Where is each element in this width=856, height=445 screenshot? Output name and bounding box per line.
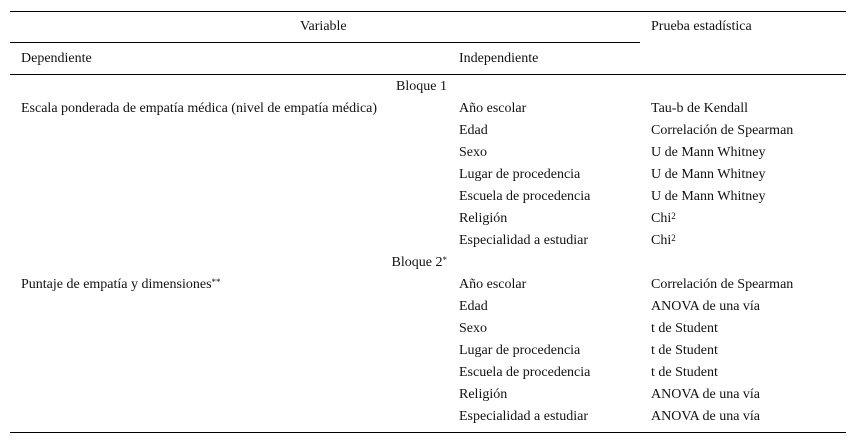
statistical-test-text: U de Mann Whitney [651,145,766,160]
header-bottom-rule [10,74,846,75]
statistical-test-text: ANOVA de una vía [651,409,761,424]
dependent-variable-sup: ** [211,277,221,287]
variable-underline [10,42,640,43]
statistical-test [651,211,676,227]
independent-variable: Religión [459,387,508,402]
statistical-test-text: U de Mann Whitney [651,167,766,182]
block1-title-text: Bloque 1 [396,79,447,94]
dependent-variable-text: Puntaje de empatía y dimensiones [21,277,212,292]
statistical-test [651,123,793,139]
independent-variable: Especialidad a estudiar [459,409,589,424]
statistical-test [651,167,765,183]
table-row [0,274,856,296]
independent-variable: Especialidad a estudiar [459,233,589,248]
statistical-test-sup: 2 [671,233,676,243]
top-rule [10,11,846,12]
table-row [0,186,856,208]
statistical-test [651,409,760,425]
header-prueba: Prueba estadística [651,19,752,34]
table-row [0,98,856,120]
statistical-test-text: Chi [651,211,672,226]
table-row [0,164,856,186]
statistical-test-text: Correlación de Spearman [651,277,794,292]
dependent-variable [21,101,377,117]
statistical-test [651,189,765,205]
table-row [0,230,856,252]
independent-variable: Escuela de procedencia [459,365,591,380]
independent-variable: Año escolar [459,277,527,292]
statistical-test-text: Correlación de Spearman [651,123,794,138]
statistical-test-text: ANOVA de una vía [651,387,761,402]
statistical-test-text: t de Student [651,343,718,358]
independent-variable: Edad [459,123,488,138]
independent-variable: Año escolar [459,101,527,116]
statistical-test-text: ANOVA de una vía [651,299,761,314]
statistical-test [651,145,765,161]
statistical-test [651,299,760,315]
table-row [0,208,856,230]
table-row [0,296,856,318]
statistical-test-text: t de Student [651,365,718,380]
statistical-test [651,277,793,293]
table-row [0,362,856,384]
statistical-test [651,233,676,249]
dependent-variable-text: Escala ponderada de empatía médica (nivel de empatía médica) [21,101,378,116]
independent-variable: Religión [459,211,508,226]
statistical-test-text: U de Mann Whitney [651,189,766,204]
independent-variable: Lugar de procedencia [459,343,581,358]
block2-title-text: Bloque 2 [391,255,443,270]
statistical-test [651,101,748,117]
header-variable: Variable [300,19,347,34]
dependent-variable [21,277,221,293]
block2-title-sup: * [442,255,447,265]
table-row [0,340,856,362]
independent-variable: Lugar de procedencia [459,167,581,182]
header-dependiente: Dependiente [21,51,92,66]
statistical-test-sup: 2 [671,211,676,221]
statistical-test-text: Tau-b de Kendall [651,101,748,116]
statistical-test [651,387,760,403]
header-independiente: Independiente [459,51,539,66]
table-row [0,120,856,142]
statistical-test [651,343,718,359]
statistical-test-text: Chi [651,233,672,248]
bottom-rule [10,432,846,433]
block2-title [0,255,447,271]
independent-variable: Edad [459,299,488,314]
table-row [0,406,856,428]
independent-variable: Escuela de procedencia [459,189,591,204]
independent-variable: Sexo [459,145,487,160]
block1-title [0,79,447,95]
table-row [0,142,856,164]
statistical-test-text: t de Student [651,321,718,336]
table-row [0,384,856,406]
independent-variable: Sexo [459,321,487,336]
statistical-test [651,321,718,337]
table-row [0,318,856,340]
statistical-test [651,365,718,381]
